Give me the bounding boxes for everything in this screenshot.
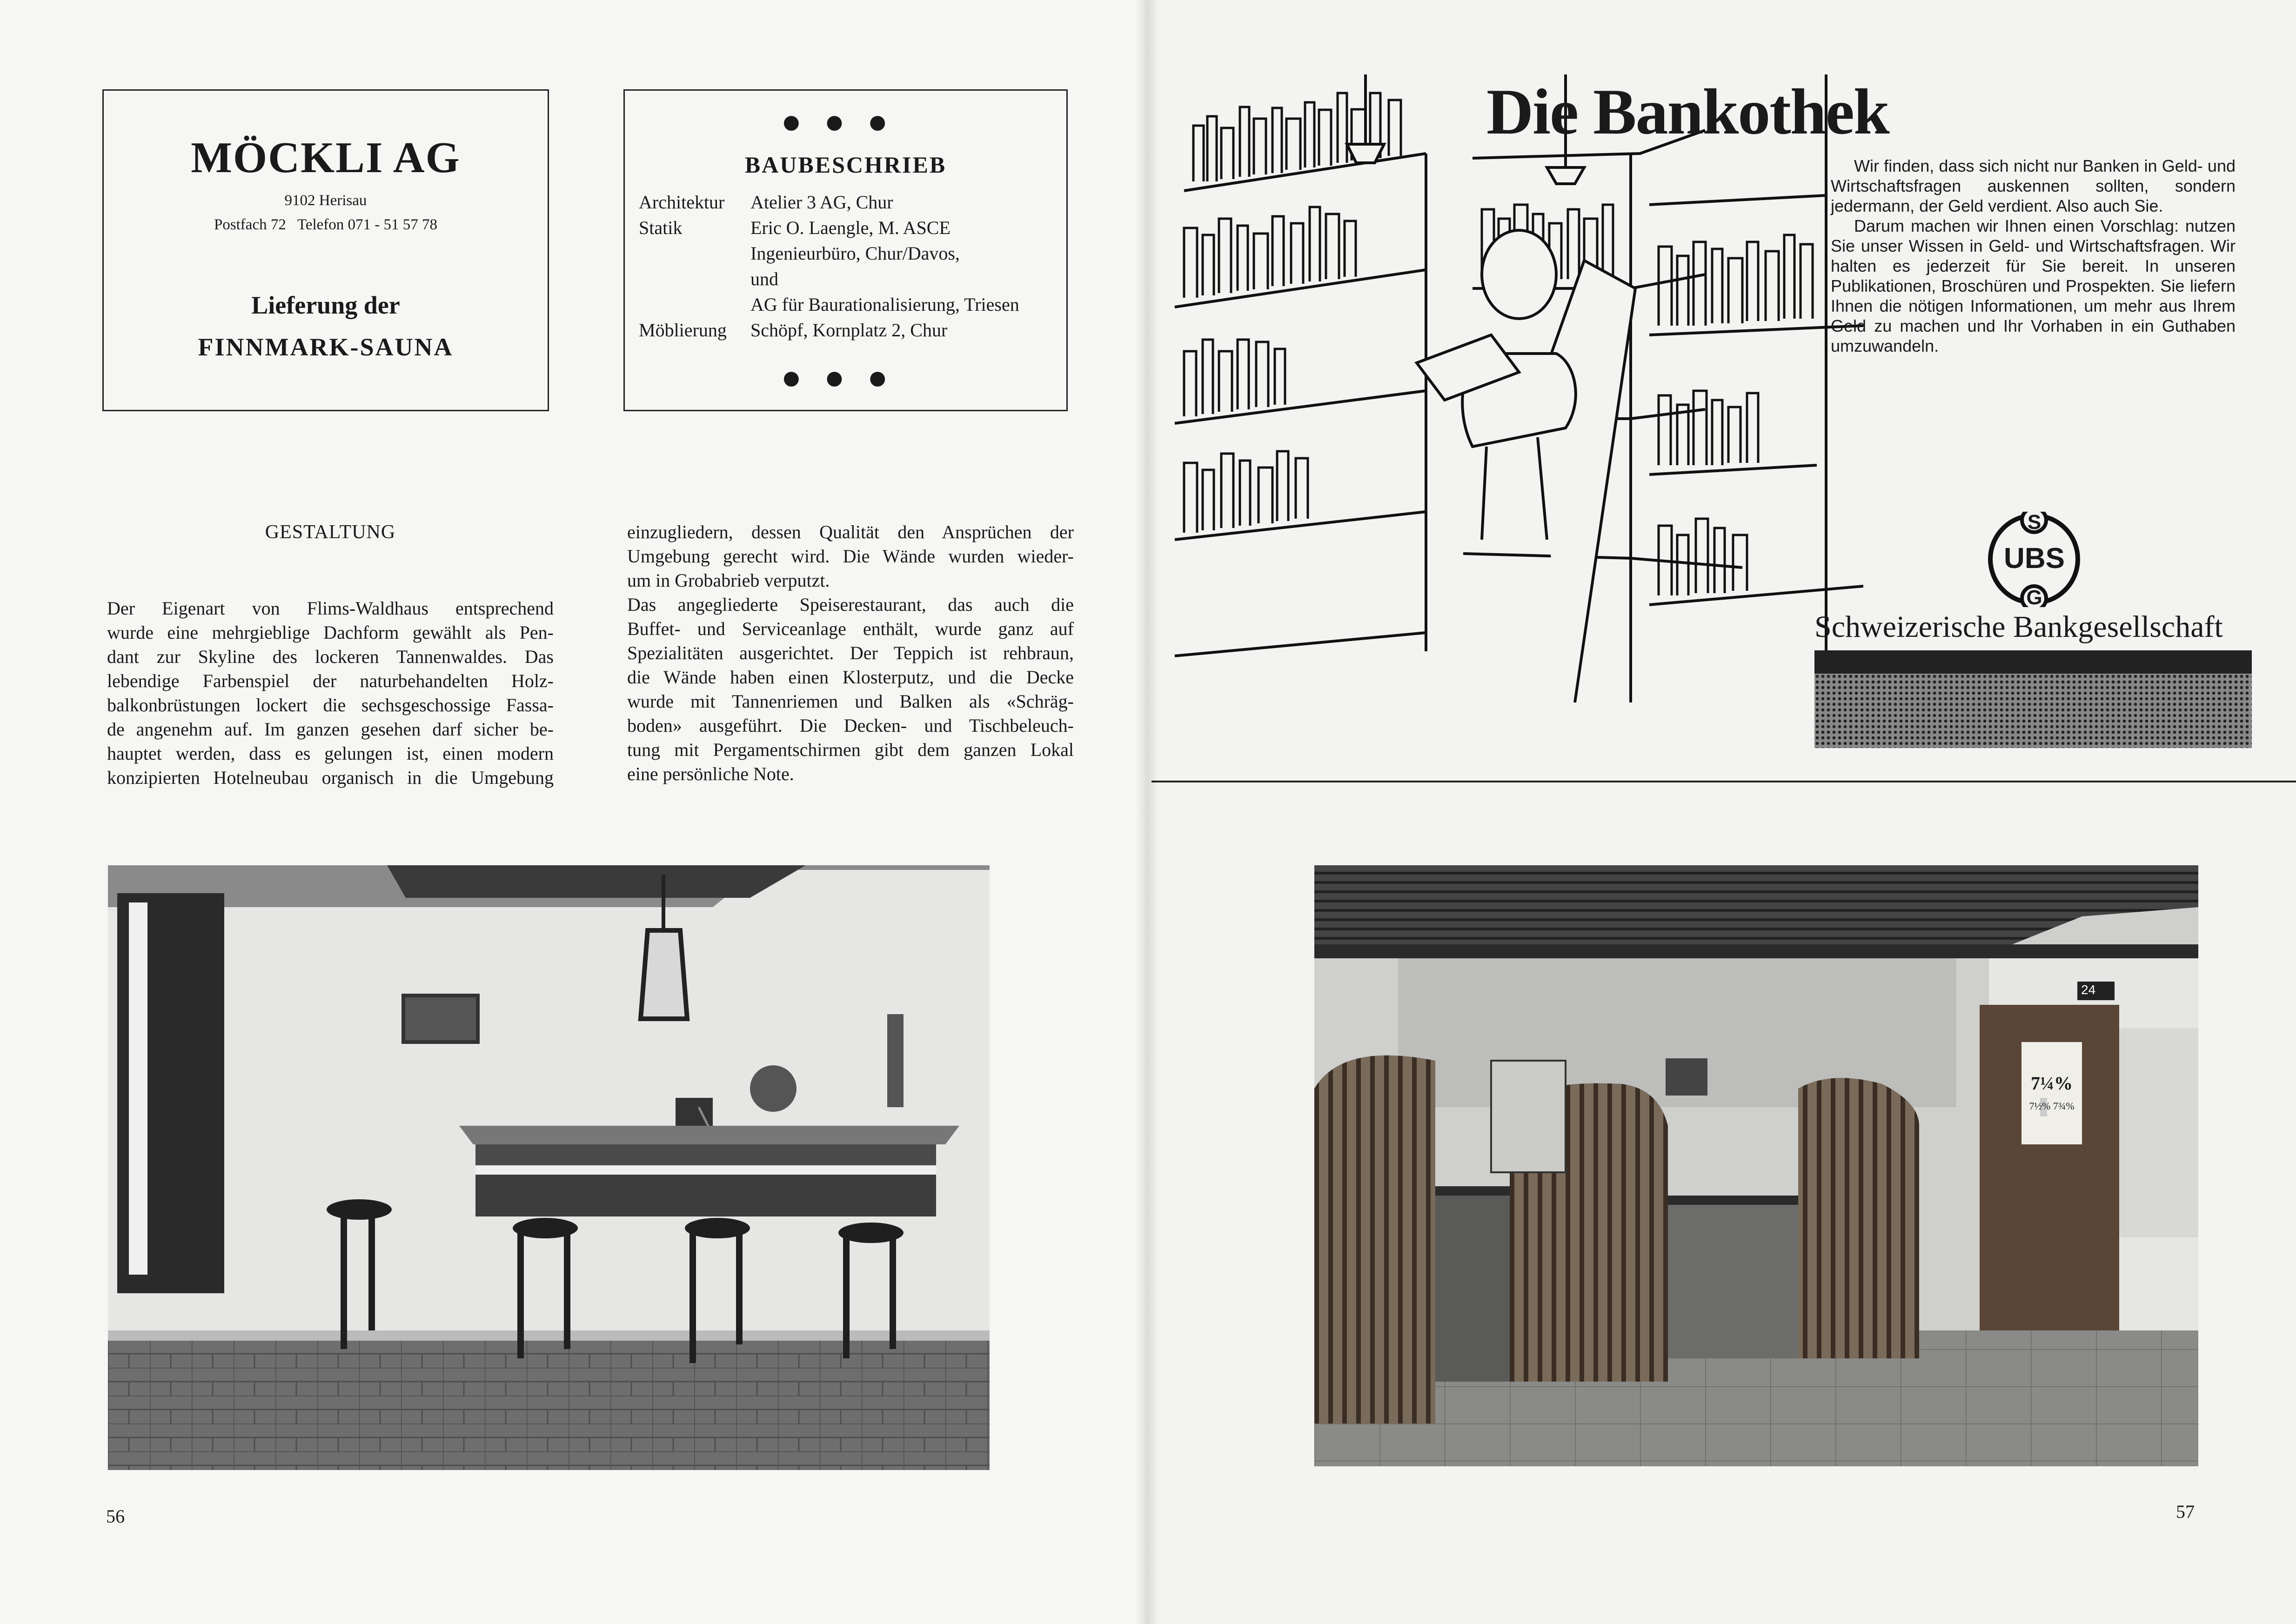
text-line: de angenehm auf. Im ganzen gesehen darf sicher be- (107, 719, 554, 740)
row-label: Möblierung (639, 320, 727, 341)
poster-rate-2: 7½% 7¾% (2029, 1100, 2075, 1112)
text-line: boden» ausgeführt. Die Decken- und Tischbeleuch- (627, 715, 1074, 736)
text-line: Der Eigenart von Flims-Waldhaus entsprechend (107, 598, 554, 619)
row-value: Ingenieurbüro, Chur/Davos, (750, 243, 960, 264)
text-line: balkonbrüstungen lockert die sechsgeschossige Fassa- (107, 695, 554, 715)
baubeschrieb-table (639, 189, 1058, 343)
text-line: konzipierten Hotelneubau organisch in die Umgebung (107, 767, 554, 788)
ubs-logo-top: S (2027, 511, 2042, 534)
bankothek-copy (1831, 156, 2236, 356)
baubeschrieb-box (623, 89, 1068, 411)
row-value: Atelier 3 AG, Chur (750, 192, 893, 213)
counter-sign: 24 (2081, 982, 2096, 997)
poster-rate: 7¼% (2031, 1073, 2073, 1094)
moeckli-line2: FINNMARK-SAUNA (198, 333, 454, 361)
bank-name: Schweizerische Bankgesellschaft (1814, 610, 2223, 644)
gestaltung-column-2 (627, 520, 1074, 786)
book-gutter (1135, 0, 1158, 1624)
bank-halftone-bar (1814, 674, 2252, 748)
bank-photo-graphic (1314, 865, 2198, 1466)
ubs-logo-bottom: G (2026, 586, 2042, 609)
text-line: Spezialitäten ausgerichtet. Der Teppich ist rehbraun, (627, 642, 1074, 663)
right-page (1147, 0, 2296, 1624)
moeckli-ad (102, 89, 549, 411)
text-line: Umgebung gerecht wird. Die Wände wurden wieder- (627, 546, 1074, 567)
bank-counter-photo (1314, 865, 2198, 1466)
moeckli-line1: Lieferung der (251, 291, 400, 319)
row-label: Architektur (639, 192, 725, 213)
ad-divider-line (1151, 781, 2296, 782)
ubs-logo-text: UBS (2004, 542, 2065, 575)
baubeschrieb-row (639, 266, 1058, 292)
text-line: dant zur Skyline des lockeren Tannenwaldes. Das (107, 646, 554, 667)
row-label (639, 241, 750, 266)
text-line: tung mit Pergamentschirmen gibt dem ganzen Lokal (627, 739, 1074, 760)
moeckli-company-name: MÖCKLI AG (191, 134, 461, 182)
bar-photo-graphic (108, 865, 990, 1470)
text-line: hauptet werden, dass es gelungen ist, einen modern (107, 743, 554, 764)
row-label: Statik (639, 217, 683, 238)
page-number-right: 57 (2176, 1501, 2195, 1522)
baubeschrieb-row (639, 317, 1058, 343)
bar-interior-photo (108, 865, 990, 1470)
baubeschrieb-row (639, 241, 1058, 266)
text-line: wurde eine mehrgieblige Dachform gewählt als Pen- (107, 622, 554, 643)
text-line: eine persönliche Note. (627, 763, 794, 784)
bankothek-para-2: Darum machen wir Ihnen einen Vorschlag: nutzen Sie unser Wissen in Geld- und Wirtschaftsfragen. Wir halten es jederzeit für Sie bereit. In unseren Publikationen, Broschüren und Prospekten. Sie liefern Ihnen die nötigen Informationen, um mehr aus Ihrem Geld zu machen und Ihr Vorhaben in ein Guthaben umzuwandeln. (1831, 216, 2236, 355)
baubeschrieb-row (639, 292, 1058, 317)
text-line: einzugliedern, dessen Qualität den Ansprüchen der (627, 521, 1074, 542)
moeckli-contact: Postfach 72 Telefon 071 - 51 57 78 (214, 216, 438, 233)
text-line: Buffet- und Serviceanlage enthält, wurde ganz auf (627, 618, 1074, 639)
moeckli-city: 9102 Herisau (284, 192, 367, 209)
text-line: wurde mit Tannenriemen und Balken als «Schräg- (627, 691, 1074, 712)
bank-dark-bar (1814, 650, 2252, 674)
baubeschrieb-row (639, 189, 1058, 215)
text-line: die Wände haben einen Klosterputz, und die Decke (627, 667, 1074, 688)
text-line: Das angegliederte Speiserestaurant, das auch die (627, 594, 1074, 615)
row-value: Schöpf, Kornplatz 2, Chur (750, 320, 948, 341)
bankothek-title: Die Bankothek (1486, 76, 1889, 148)
text-line: um in Grobabrieb verputzt. (627, 570, 830, 591)
gestaltung-heading: GESTALTUNG (265, 521, 396, 543)
dots-bottom-decor: ●●● (781, 359, 910, 397)
row-value: Eric O. Laengle, M. ASCE (750, 217, 951, 238)
bankothek-para-1: Wir finden, dass sich nicht nur Banken in Geld- und Wirtschaftsfragen auskennen sollten, sondern jedermann, der Geld verdient. Also auch Sie. (1831, 156, 2236, 215)
row-label (639, 266, 750, 292)
dots-top-decor: ●●● (781, 103, 910, 141)
baubeschrieb-heading: BAUBESCHRIEB (744, 152, 947, 178)
row-label (639, 292, 750, 317)
page-number-left: 56 (106, 1506, 125, 1527)
row-value: AG für Baurationalisierung, Triesen (750, 294, 1019, 315)
ubs-logo (1987, 512, 2082, 607)
left-page (0, 0, 1147, 1624)
gestaltung-column-1 (107, 596, 554, 790)
baubeschrieb-row (639, 215, 1058, 241)
library-cartoon (1165, 74, 1863, 735)
row-value: und (750, 268, 778, 289)
bankothek-illustration (1165, 74, 1863, 735)
text-line: lebendige Farbenspiel der naturbehandelten Holz- (107, 670, 554, 691)
